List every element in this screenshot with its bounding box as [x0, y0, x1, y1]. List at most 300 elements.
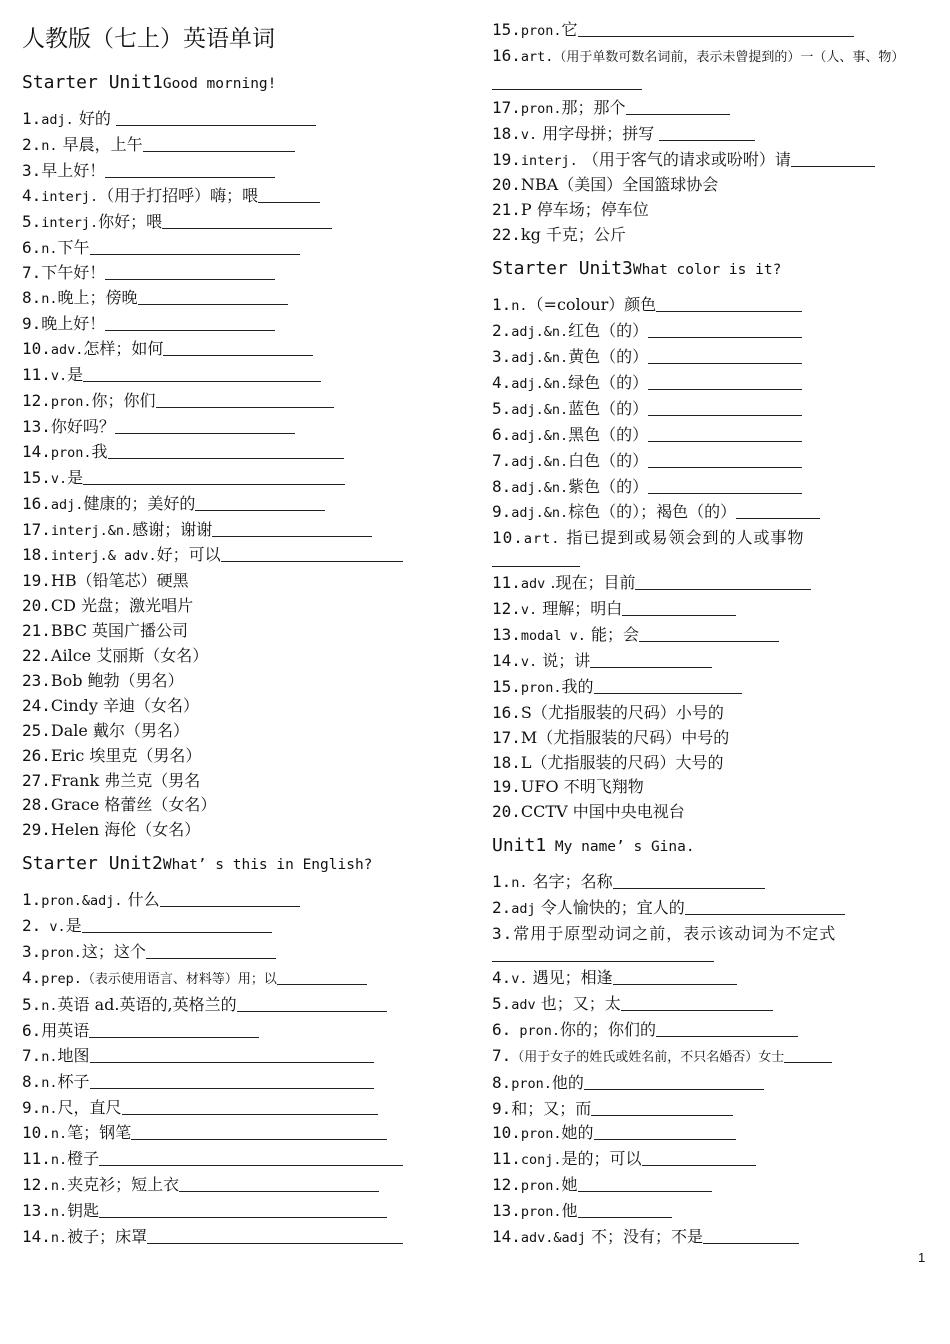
- item-number: 1.: [22, 109, 42, 128]
- answer-blank[interactable]: [642, 1149, 756, 1166]
- item-number: 22.: [492, 225, 521, 245]
- item-meaning: HB（铅笔芯）硬黑: [50, 571, 189, 591]
- item-number: 12.: [22, 390, 51, 410]
- vocab-item: [492, 44, 932, 96]
- item-number: 8.: [22, 1071, 42, 1091]
- item-meaning: （用于单数可数名词前，表示未曾提到的）一（人、事、物）: [553, 49, 905, 65]
- part-of-speech: v.: [520, 126, 538, 143]
- vocab-item: [22, 694, 462, 719]
- vocab-item: [22, 793, 462, 818]
- item-meaning: Bob 鲍勃（男名）: [50, 670, 184, 690]
- item-number: 12.: [22, 1175, 51, 1195]
- item-meaning: 笔；钢笔: [67, 1123, 132, 1143]
- item-number: 16.: [22, 493, 51, 513]
- item-number: 4.: [22, 968, 42, 987]
- answer-blank[interactable]: [105, 314, 275, 331]
- section-unit: Starter Unit2: [22, 853, 163, 875]
- vocab-item: [22, 337, 462, 363]
- answer-blank[interactable]: [578, 1201, 672, 1218]
- answer-blank[interactable]: [82, 916, 272, 933]
- item-meaning: 也；又；太: [535, 993, 621, 1013]
- item-number: 9.: [492, 502, 512, 522]
- answer-blank[interactable]: [621, 994, 773, 1011]
- part-of-speech: adj.&n.: [511, 505, 569, 522]
- answer-blank[interactable]: [195, 494, 325, 511]
- vocab-item: [492, 1044, 932, 1071]
- answer-blank[interactable]: [138, 288, 288, 305]
- item-number: 28.: [22, 795, 51, 815]
- vocab-item: [492, 18, 932, 44]
- vocab-item: [22, 914, 462, 940]
- item-number: 4.: [22, 185, 42, 205]
- item-meaning: 棕色（的）；褐色（的）: [568, 502, 737, 522]
- vocab-item: [492, 571, 932, 597]
- item-number: 1.: [492, 295, 512, 315]
- vocab-item: [492, 449, 932, 475]
- part-of-speech: n.: [50, 1204, 68, 1221]
- part-of-speech: art.: [523, 531, 561, 548]
- vocab-item: [492, 526, 932, 552]
- vocab-item: [22, 1225, 462, 1251]
- item-meaning: 你；你们: [91, 390, 156, 410]
- item-meaning: 钥匙: [67, 1201, 100, 1221]
- part-of-speech: n.: [511, 298, 528, 315]
- item-meaning: 是的；可以: [561, 1149, 642, 1169]
- vocab-item: [22, 1199, 462, 1225]
- part-of-speech: adj.&n.: [511, 453, 569, 470]
- item-number: 1.: [492, 872, 512, 892]
- item-meaning: 健康的；美好的: [83, 493, 196, 513]
- item-meaning: 他的: [551, 1072, 584, 1092]
- vocab-item: [492, 223, 932, 248]
- item-meaning: 地图: [57, 1045, 90, 1065]
- part-of-speech: adv: [520, 576, 546, 593]
- answer-blank[interactable]: [221, 545, 403, 562]
- item-number: 14.: [22, 1227, 51, 1247]
- part-of-speech: n.: [41, 1100, 58, 1117]
- part-of-speech: n.: [41, 240, 58, 257]
- part-of-speech: pron.: [520, 679, 562, 696]
- item-meaning: （=colour）颜色: [527, 295, 657, 315]
- item-meaning: 早晨，上午: [57, 134, 143, 154]
- vocab-item: [492, 371, 932, 397]
- item-meaning: 指已提到或易领会到的人或事物: [560, 528, 805, 548]
- part-of-speech: adj.: [41, 112, 74, 128]
- answer-blank[interactable]: [648, 321, 802, 338]
- item-meaning: 夹克衫；短上衣: [67, 1175, 180, 1195]
- vocab-item: [22, 518, 462, 544]
- part-of-speech: n.: [50, 1178, 68, 1195]
- section-unit: Starter Unit3: [492, 258, 633, 280]
- item-number: 14.: [22, 441, 51, 461]
- item-number: 13.: [492, 625, 521, 645]
- vocab-item: [22, 107, 462, 133]
- part-of-speech: adj.&n.: [511, 324, 569, 341]
- vocab-item: [22, 1096, 462, 1122]
- answer-blank[interactable]: [143, 135, 295, 152]
- answer-blank[interactable]: [784, 1046, 832, 1063]
- vocab-item: [22, 769, 462, 794]
- right-word-list: [492, 18, 932, 1251]
- item-meaning: Ailce 艾丽斯（女名）: [50, 646, 209, 666]
- item-number: 4.: [492, 968, 512, 987]
- item-meaning: 令人愉快的；宜人的: [535, 898, 685, 918]
- vocab-item: [22, 818, 462, 843]
- item-meaning: CD 光盘；激光唱片: [50, 596, 194, 616]
- part-of-speech: interj.: [41, 214, 99, 231]
- vocab-item: [22, 594, 462, 619]
- vocab-item: [22, 312, 462, 337]
- part-of-speech: n.: [41, 137, 58, 154]
- vocab-item: [492, 1199, 932, 1225]
- vocab-item: [22, 1173, 462, 1199]
- part-of-speech: interj.: [41, 188, 99, 205]
- answer-blank[interactable]: [685, 898, 845, 915]
- answer-blank[interactable]: [656, 295, 802, 312]
- answer-blank[interactable]: [648, 425, 802, 442]
- vocab-item: [492, 1225, 932, 1251]
- item-number: 20.: [22, 596, 51, 616]
- part-of-speech: pron.: [41, 945, 82, 962]
- item-number: 17.: [22, 519, 51, 539]
- vocab-item: [22, 389, 462, 415]
- part-of-speech: n.: [50, 1230, 68, 1247]
- vocab-item: [492, 896, 932, 922]
- document-title: 人教版（七上）英语单词: [22, 26, 275, 52]
- vocab-item: [22, 1121, 462, 1147]
- part-of-speech: v.: [511, 971, 528, 987]
- vocab-item: [492, 173, 932, 198]
- vocab-item: [492, 726, 932, 751]
- item-number: 11.: [22, 1149, 51, 1169]
- vocab-item: [492, 475, 932, 501]
- part-of-speech: pron.: [511, 1022, 561, 1039]
- answer-blank[interactable]: [659, 124, 755, 141]
- answer-blank[interactable]: [122, 1098, 378, 1115]
- item-number: 3.: [22, 942, 42, 962]
- vocab-item: [492, 1173, 932, 1199]
- part-of-speech: adj.&n.: [511, 479, 569, 496]
- vocab-item: [22, 466, 462, 492]
- item-number: 10.: [492, 1123, 521, 1143]
- section-subtitle: Good morning!: [162, 76, 277, 92]
- answer-blank[interactable]: [131, 1123, 387, 1140]
- vocab-item: [492, 922, 932, 947]
- part-of-speech: n.: [41, 291, 58, 308]
- item-number: 8.: [492, 1072, 512, 1092]
- part-of-speech: interj.&n.: [50, 522, 133, 539]
- item-number: 7.: [22, 1045, 42, 1065]
- vocab-item: [492, 751, 932, 776]
- answer-blank[interactable]: [258, 186, 320, 203]
- item-number: 3.: [22, 160, 42, 180]
- item-meaning: Frank 弗兰克（男名: [50, 770, 201, 790]
- vocab-item: [22, 184, 462, 210]
- vocab-item: [22, 569, 462, 594]
- vocab-item: [492, 122, 932, 148]
- answer-blank[interactable]: [626, 98, 730, 115]
- item-meaning: NBA（美国）全国篮球协会: [520, 175, 719, 195]
- answer-blank[interactable]: [736, 502, 820, 519]
- item-number: 10.: [492, 528, 524, 548]
- item-number: 12.: [492, 1175, 521, 1195]
- answer-blank[interactable]: [115, 417, 295, 434]
- item-meaning: 黄色（的）: [568, 346, 649, 366]
- vocab-item: [492, 870, 932, 896]
- item-meaning: 被子；床罩: [67, 1227, 148, 1247]
- item-meaning: 她: [561, 1175, 578, 1195]
- answer-blank[interactable]: [237, 995, 387, 1012]
- item-number: 8.: [22, 288, 42, 308]
- item-number: 3.: [492, 346, 512, 366]
- item-number: 2.: [22, 916, 42, 936]
- item-number: 13.: [22, 1201, 51, 1221]
- part-of-speech: conj.: [520, 1152, 562, 1169]
- part-of-speech: n.: [41, 1048, 58, 1065]
- answer-blank[interactable]: [83, 365, 321, 382]
- part-of-speech: v.: [50, 470, 68, 487]
- answer-blank[interactable]: [162, 212, 332, 229]
- vocab-item: [22, 1147, 462, 1173]
- section-heading: [492, 835, 932, 856]
- vocab-item: [22, 1019, 462, 1044]
- part-of-speech: n.: [41, 997, 58, 1014]
- page-number: 1: [918, 1250, 926, 1265]
- item-number: 9.: [22, 1097, 42, 1117]
- item-number: 13.: [22, 416, 51, 436]
- item-number: 19.: [492, 149, 521, 169]
- answer-blank[interactable]: [108, 442, 344, 459]
- part-of-speech: v.: [50, 368, 68, 385]
- item-meaning: 不；没有；不是: [585, 1227, 704, 1247]
- item-number: 6.: [492, 424, 512, 444]
- section-subtitle: What’ s this in English?: [162, 857, 373, 874]
- vocab-item: [22, 261, 462, 286]
- answer-blank[interactable]: [156, 391, 334, 408]
- item-meaning: 蓝色（的）: [568, 398, 649, 418]
- item-meaning: 英语 ad.英语的,英格兰的: [57, 994, 237, 1014]
- vocab-item: [22, 440, 462, 466]
- vocab-item: [22, 993, 462, 1019]
- vocab-item: [492, 597, 932, 623]
- vocab-item: [22, 1044, 462, 1070]
- part-of-speech: adj.: [50, 496, 84, 513]
- vocab-item: [22, 415, 462, 440]
- item-number: 7.: [22, 263, 42, 283]
- vocab-item: [492, 423, 932, 449]
- answer-blank[interactable]: [116, 109, 316, 126]
- answer-blank[interactable]: [105, 263, 275, 280]
- item-number: 26.: [22, 745, 51, 765]
- item-number: 8.: [492, 476, 512, 496]
- item-meaning: 好的: [73, 109, 116, 128]
- answer-blank[interactable]: [147, 1227, 403, 1244]
- item-number: 7.: [492, 1045, 512, 1065]
- item-meaning: 橙子: [67, 1149, 100, 1169]
- answer-blank[interactable]: [90, 1046, 374, 1063]
- answer-blank[interactable]: [648, 477, 802, 494]
- item-meaning: 什么: [122, 890, 160, 910]
- item-number: 21.: [22, 621, 51, 641]
- answer-blank[interactable]: [90, 238, 300, 255]
- item-number: 5.: [492, 398, 512, 418]
- item-number: 7.: [492, 450, 512, 470]
- answer-blank[interactable]: [212, 520, 372, 537]
- answer-blank[interactable]: [492, 552, 580, 567]
- item-number: 5.: [492, 993, 512, 1013]
- vocab-item: [492, 701, 932, 726]
- answer-blank[interactable]: [146, 942, 276, 959]
- vocab-item: [492, 1121, 932, 1147]
- item-meaning: 白色（的）: [568, 450, 649, 470]
- vocab-item: [22, 644, 462, 669]
- answer-blank[interactable]: [613, 968, 737, 985]
- part-of-speech: adj.&n.: [511, 375, 569, 392]
- answer-blank[interactable]: [584, 1073, 764, 1090]
- item-meaning: 她的: [561, 1123, 594, 1143]
- item-number: 11.: [22, 365, 51, 385]
- item-number: 19.: [22, 571, 51, 591]
- part-of-speech: pron.: [520, 1126, 562, 1143]
- part-of-speech: adj: [511, 901, 536, 918]
- part-of-speech: pron.: [50, 393, 92, 410]
- answer-blank[interactable]: [591, 1099, 733, 1116]
- item-meaning: kg 千克；公斤: [520, 225, 626, 245]
- answer-blank[interactable]: [594, 677, 742, 694]
- item-meaning: （用于打招呼）嗨；喂: [98, 185, 259, 205]
- item-number: 14.: [492, 650, 521, 670]
- answer-blank[interactable]: [578, 20, 854, 37]
- vocab-item: [492, 148, 932, 174]
- answer-blank[interactable]: [99, 1149, 403, 1166]
- part-of-speech: adj.&n.: [511, 401, 569, 418]
- vocab-item: [22, 159, 462, 184]
- answer-blank[interactable]: [594, 1123, 736, 1140]
- answer-blank[interactable]: [179, 1175, 379, 1192]
- right-column: [492, 18, 932, 1251]
- item-meaning: 你的；你们的: [560, 1019, 657, 1039]
- item-number: 22.: [22, 646, 51, 666]
- vocab-item: [492, 1018, 932, 1044]
- part-of-speech: adv.&adj: [520, 1230, 586, 1247]
- vocab-item: [22, 744, 462, 769]
- vocab-item: [22, 619, 462, 644]
- answer-blank[interactable]: [648, 451, 802, 468]
- left-column: [22, 18, 462, 1251]
- item-number: 9.: [492, 1098, 512, 1118]
- vocab-item: [22, 543, 462, 569]
- answer-blank[interactable]: [160, 890, 300, 907]
- item-meaning: P 停车场；停车位: [520, 200, 649, 220]
- item-meaning: 常用于原型动词之前，表示该动词为不定式: [513, 924, 837, 944]
- item-meaning: 这；这个: [81, 942, 146, 962]
- vocab-item: [492, 623, 932, 649]
- item-number: 15.: [22, 467, 51, 487]
- item-meaning: 好；可以: [156, 545, 221, 565]
- item-meaning: Grace 格蕾丝（女名）: [50, 795, 217, 815]
- part-of-speech: v.: [520, 653, 538, 670]
- item-number: 6.: [22, 237, 42, 257]
- answer-blank[interactable]: [791, 150, 875, 167]
- section-unit: Unit1: [492, 835, 547, 857]
- answer-blank[interactable]: [90, 1072, 374, 1089]
- answer-blank[interactable]: [648, 399, 802, 416]
- item-meaning: 用字母拼；拼写: [537, 123, 660, 143]
- answer-blank[interactable]: [105, 161, 275, 178]
- item-number: 18.: [492, 752, 521, 772]
- part-of-speech: interj.: [520, 152, 578, 169]
- item-number: 12.: [492, 599, 521, 619]
- answer-blank[interactable]: [648, 347, 802, 364]
- item-meaning: 那；那个: [561, 97, 626, 117]
- answer-blank[interactable]: [648, 373, 802, 390]
- item-number: 19.: [492, 777, 521, 797]
- item-meaning: L（尤指服装的尺码）大号的: [520, 752, 724, 772]
- answer-blank[interactable]: [99, 1201, 387, 1218]
- vocab-item: [492, 96, 932, 122]
- item-number: 2.: [492, 321, 512, 341]
- answer-blank[interactable]: [656, 1020, 798, 1037]
- item-meaning: 感谢；谢谢: [132, 519, 213, 539]
- part-of-speech: adj.&n.: [511, 349, 569, 366]
- vocab-item: [492, 1071, 932, 1097]
- item-number: 14.: [492, 1227, 521, 1247]
- answer-blank[interactable]: [492, 947, 714, 962]
- item-number: 18.: [22, 545, 51, 565]
- answer-blank[interactable]: [635, 573, 811, 590]
- part-of-speech: n.: [41, 1074, 58, 1091]
- item-meaning: CCTV 中国中央电视台: [520, 802, 685, 822]
- vocab-item: [492, 198, 932, 223]
- item-meaning: 它: [561, 20, 578, 39]
- item-meaning: 绿色（的）: [568, 372, 649, 392]
- part-of-speech: pron.: [520, 23, 562, 39]
- answer-blank[interactable]: [277, 968, 367, 985]
- vocab-item: [492, 775, 932, 800]
- part-of-speech: art.: [520, 48, 554, 65]
- item-meaning: 下午好！: [41, 263, 106, 283]
- vocab-item: [492, 500, 932, 526]
- item-meaning: 我的: [561, 676, 594, 696]
- answer-blank[interactable]: [83, 468, 345, 485]
- vocab-item: [22, 940, 462, 966]
- part-of-speech: n.: [50, 1152, 68, 1169]
- answer-blank[interactable]: [590, 651, 712, 668]
- part-of-speech: v.: [520, 602, 538, 619]
- item-meaning: 是: [67, 467, 84, 487]
- part-of-speech: modal v.: [520, 628, 586, 645]
- answer-blank[interactable]: [622, 599, 736, 616]
- section-heading: [22, 72, 462, 93]
- item-meaning: 杯子: [57, 1071, 90, 1091]
- answer-blank[interactable]: [703, 1227, 799, 1244]
- answer-blank[interactable]: [492, 73, 642, 90]
- item-number: 11.: [492, 573, 521, 593]
- answer-blank[interactable]: [89, 1021, 259, 1038]
- vocab-item: [22, 888, 462, 914]
- answer-blank[interactable]: [639, 625, 779, 642]
- answer-blank[interactable]: [163, 339, 313, 356]
- item-meaning: 我: [91, 441, 108, 461]
- item-number: 21.: [492, 200, 521, 220]
- answer-blank[interactable]: [578, 1175, 712, 1192]
- vocab-item: [22, 210, 462, 236]
- vocab-item: [492, 800, 932, 825]
- answer-blank[interactable]: [613, 872, 765, 889]
- item-number: 16.: [492, 45, 521, 65]
- item-meaning: 你好；喂: [98, 211, 163, 231]
- item-meaning: 尺，直尺: [57, 1097, 122, 1117]
